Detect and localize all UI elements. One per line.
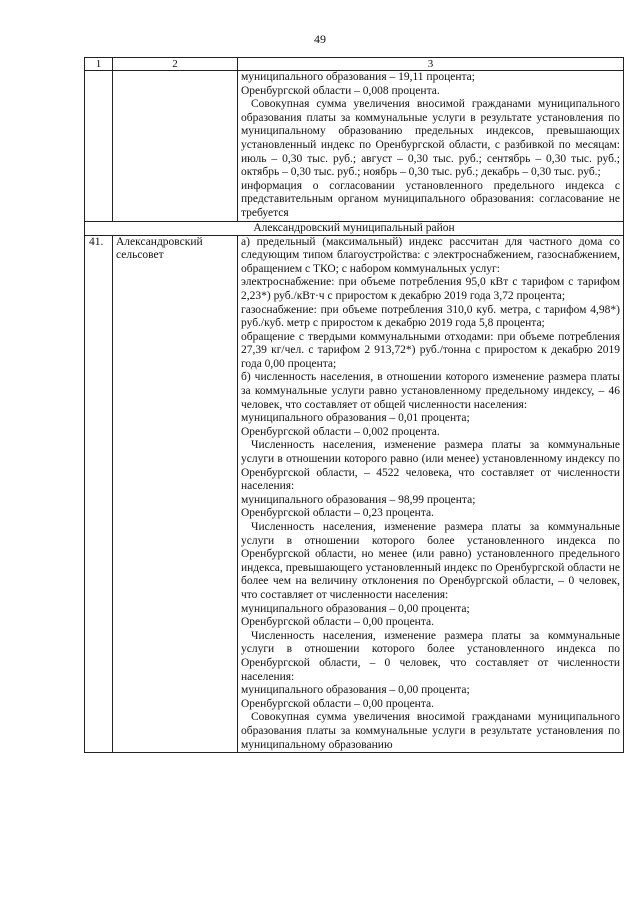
- column-header-1: 1: [85, 58, 113, 71]
- continued-line: информация о согласовании установленного предельного индекса с представительным органом муниципального образования: согласование не требуется: [241, 179, 620, 219]
- row-number: 41.: [85, 235, 113, 753]
- continued-line: муниципального образования – 19,11 процента;: [241, 71, 475, 83]
- content-line: Оренбургской области – 0,23 процента.: [241, 507, 434, 520]
- content-line: Оренбургской области – 0,002 процента.: [241, 425, 440, 438]
- content-line: Оренбургской области – 0,00 процента.: [241, 697, 434, 710]
- content-line: Численность населения, изменение размера платы за коммунальные услуги в отношении которого более установленного индекса по Оренбургской области, – 0 человек, что составляет от численности населения:: [241, 629, 620, 683]
- content-line: муниципального образования – 0,00 процента;: [241, 684, 470, 697]
- content-line: б) численность населения, в отношении которого изменение размера платы за коммунальные услуги равно установленному предельному индексу, – 46 человек, что составляет от общей численности населения:: [241, 371, 620, 411]
- document-table: [84, 57, 624, 753]
- continued-name-cell: [113, 71, 238, 222]
- continued-line: Совокупная сумма увеличения вносимой гражданами муниципального образования платы за коммунальные услуги в результате установления по муниципальному образованию предельных индексов, превышающих установленный индекс по Оренбургской области, с разбивкой по месяцам: июль – 0,30 тыс. руб.; август – 0,30 тыс. руб.; сентябрь – 0,30 тыс. руб.; октябрь – 0,30 тыс. руб.; ноябрь – 0,30 тыс. руб.; декабрь – 0,30 тыс. руб.;: [241, 98, 620, 179]
- page-number: 49: [314, 32, 326, 46]
- section-title: Александровский муниципальный район: [85, 221, 624, 235]
- content-line: электроснабжение: при объеме потребления 95,0 кВт с тарифом с тарифом 2,23*) руб./кВт·ч с приростом к декабрю 2019 года 3,72 процента;: [241, 276, 620, 302]
- continued-number-cell: [85, 71, 113, 222]
- continued-line: Оренбургской области – 0,008 процента.: [241, 84, 440, 97]
- row-content-cell: [238, 235, 624, 753]
- column-header-row: [85, 58, 624, 71]
- content-line: Численность населения, изменение размера платы за коммунальные услуги в отношении которого более установленного индекса по Оренбургской области, но менее (или равно) установленного предельного индекса, превышающего установленный индекс по Оренбургской области не более чем на величину отклонения по Оренбургской области, – 0 человек, что составляет от численности населения:: [241, 521, 620, 601]
- content-line: газоснабжение: при объеме потребления 310,0 куб. метра, с тарифом 4,98*) руб./куб. метр с приростом к декабрю 2019 года 5,8 процента;: [241, 303, 620, 330]
- content-line: муниципального образования – 0,00 процента;: [241, 602, 470, 615]
- content-line: муниципального образования – 98,99 процента;: [241, 493, 476, 506]
- content-line: а) предельный (максимальный) индекс рассчитан для частного дома со следующим типом благоустройства: с электроснабжением, газоснабжением, обращением с ТКО; с набором коммунальных услуг:: [241, 235, 620, 275]
- content-line: Совокупная сумма увеличения вносимой гражданами муниципального образования платы за коммунальные услуги в результате установления по муниципальному образованию: [241, 711, 620, 751]
- content-line: Оренбургской области – 0,00 процента.: [241, 616, 434, 629]
- content-line: муниципального образования – 0,01 процента;: [241, 412, 470, 425]
- continued-content-cell: [238, 71, 624, 222]
- content-line: обращение с твердыми коммунальными отходами: при объеме потребления 27,39 кг/чел. с тарифом 2 913,72*) руб./тонна с приростом к декабрю 2019 года 0,00 процента;: [241, 330, 620, 370]
- section-row: [85, 221, 624, 235]
- table-row: [85, 235, 624, 753]
- column-header-3: 3: [238, 58, 624, 71]
- content-line: Численность населения, изменение размера платы за коммунальные услуги в отношении которого равно (или менее) установленному индексу по Оренбургской области, – 4522 человека, что составляет от численности населения:: [241, 439, 620, 493]
- continued-row: [85, 71, 624, 222]
- row-name: Александровский сельсовет: [113, 235, 238, 753]
- column-header-2: 2: [113, 58, 238, 71]
